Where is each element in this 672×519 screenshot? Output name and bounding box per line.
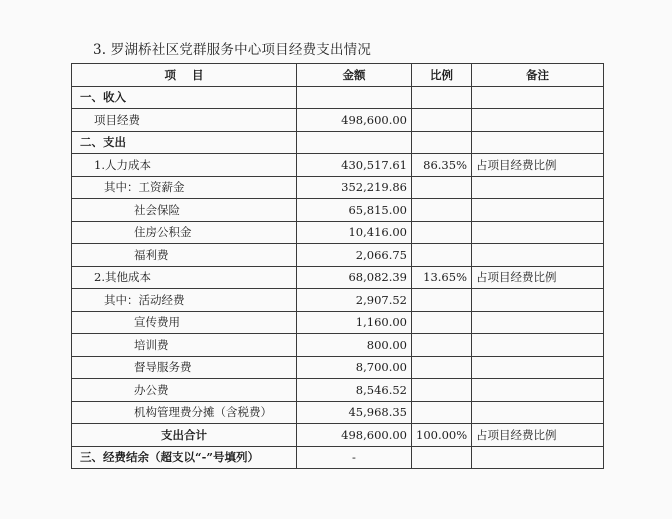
row-note [472,244,604,267]
row-item: 督导服务费 [72,356,297,379]
header-note: 备注 [472,64,604,87]
row-note: 占项目经费比例 [472,266,604,289]
table-row [72,289,604,312]
row-ratio [412,131,472,154]
header-ratio: 比例 [412,64,472,87]
row-amount: 8,546.52 [297,379,412,402]
table-row [72,311,604,334]
row-amount: 2,066.75 [297,244,412,267]
row-note [472,311,604,334]
row-item: 其中：活动经费 [72,289,297,312]
row-ratio [412,199,472,222]
row-amount: 45,968.35 [297,401,412,424]
row-note [472,401,604,424]
row-note [472,199,604,222]
table-row [72,199,604,222]
table-row [72,131,604,154]
row-note [472,446,604,469]
table-row [72,379,604,402]
row-item: 1.人力成本 [72,154,297,177]
row-ratio [412,401,472,424]
row-item: 项目经费 [72,109,297,132]
table-row [72,244,604,267]
row-amount: 1,160.00 [297,311,412,334]
row-ratio: 13.65% [412,266,472,289]
table-row [72,334,604,357]
table-row [72,154,604,177]
table-row [72,446,604,469]
row-ratio [412,289,472,312]
table-row [72,109,604,132]
row-ratio [412,356,472,379]
row-ratio [412,86,472,109]
row-item: 宣传费用 [72,311,297,334]
table-row [72,266,604,289]
row-ratio [412,176,472,199]
table-row [72,356,604,379]
row-item: 福利费 [72,244,297,267]
row-note [472,221,604,244]
row-item: 社会保险 [72,199,297,222]
row-item: 2.其他成本 [72,266,297,289]
table-row [72,401,604,424]
row-amount: - [297,446,412,469]
row-note [472,356,604,379]
row-ratio: 100.00% [412,424,472,447]
row-amount: 800.00 [297,334,412,357]
table-header-row [72,64,604,87]
row-amount: 10,416.00 [297,221,412,244]
row-note [472,289,604,312]
row-ratio [412,446,472,469]
row-item: 二、支出 [72,131,297,154]
row-item: 支出合计 [72,424,297,447]
row-amount: 68,082.39 [297,266,412,289]
table-row [72,176,604,199]
table-row [72,221,604,244]
row-note [472,109,604,132]
row-amount: 65,815.00 [297,199,412,222]
table-row-total [72,424,604,447]
row-item: 住房公积金 [72,221,297,244]
row-amount: 2,907.52 [297,289,412,312]
page-title: 3. 罗湖桥社区党群服务中心项目经费支出情况 [93,42,372,58]
row-ratio: 86.35% [412,154,472,177]
row-ratio [412,109,472,132]
row-item: 培训费 [72,334,297,357]
row-item: 一、收入 [72,86,297,109]
row-amount: 8,700.00 [297,356,412,379]
row-item: 机构管理费分摊（含税费） [72,401,297,424]
row-ratio [412,334,472,357]
row-note: 占项目经费比例 [472,424,604,447]
row-note [472,131,604,154]
row-amount [297,86,412,109]
row-item: 其中：工资薪金 [72,176,297,199]
row-amount: 352,219.86 [297,176,412,199]
header-item: 项 目 [72,64,297,87]
row-note: 占项目经费比例 [472,154,604,177]
row-amount: 498,600.00 [297,109,412,132]
row-note [472,379,604,402]
expense-table [71,63,604,469]
row-ratio [412,379,472,402]
row-amount: 498,600.00 [297,424,412,447]
row-ratio [412,221,472,244]
row-item: 三、经费结余（超支以“-”号填列） [72,446,297,469]
table-row [72,86,604,109]
row-amount: 430,517.61 [297,154,412,177]
row-note [472,334,604,357]
header-amount: 金额 [297,64,412,87]
row-note [472,176,604,199]
row-item: 办公费 [72,379,297,402]
row-amount [297,131,412,154]
row-note [472,86,604,109]
row-ratio [412,244,472,267]
row-ratio [412,311,472,334]
